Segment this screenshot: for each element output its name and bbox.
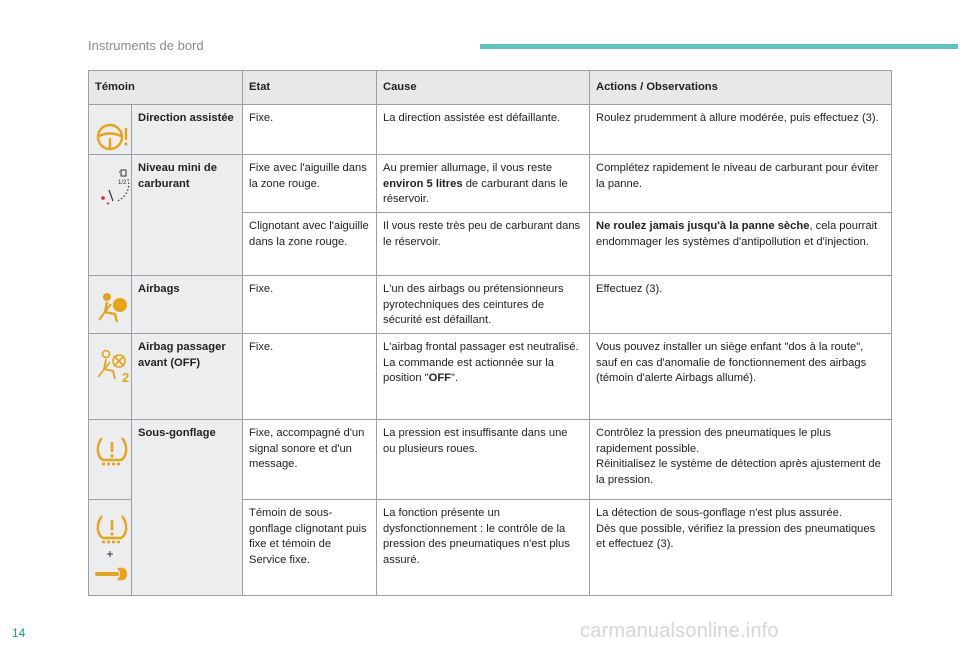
action-cell: Contrôlez la pression des pneumatiques le plus rapidement possible. Réinitialisez le système de détection après ajustement de la pression. <box>590 420 892 500</box>
action-cell: Vous pouvez installer un siège enfant "dos à la route", sauf en cas d'anomalie de fonctionnement des airbags (témoin d'alerte Airbags allumé). <box>590 334 892 420</box>
column-header-actions: Actions / Observations <box>590 71 892 105</box>
warning-name: Niveau mini de carburant <box>132 155 243 276</box>
steering-wheel-warning-icon <box>95 120 129 154</box>
warning-name: Sous-gonflage <box>132 420 243 596</box>
state-cell: Fixe, accompagné d'un signal sonore et d'un message. <box>243 420 377 500</box>
warning-name: Direction assistée <box>132 105 243 155</box>
table-row <box>89 420 892 500</box>
cause-cell: La direction assistée est défaillante. <box>377 105 590 155</box>
tyre-pressure-icon <box>95 512 129 546</box>
icon-cell <box>89 334 132 420</box>
header-accent-bar <box>480 44 958 49</box>
state-cell: Clignotant avec l'aiguille dans la zone rouge. <box>243 213 377 276</box>
table-row <box>89 276 892 334</box>
state-cell: Fixe avec l'aiguille dans la zone rouge. <box>243 155 377 213</box>
tyre-pressure-icon <box>95 434 129 468</box>
icon-cell <box>89 276 132 334</box>
section-title: Instruments de bord <box>88 38 204 53</box>
icon-cell <box>89 105 132 155</box>
icon-cell <box>89 155 132 276</box>
warning-name: Airbag passager avant (OFF) <box>132 334 243 420</box>
action-cell: Effectuez (3). <box>590 276 892 334</box>
svg-text:2: 2 <box>122 370 130 384</box>
cause-cell: L'un des airbags ou prétensionneurs pyrotechniques des ceintures de sécurité est défaillant. <box>377 276 590 334</box>
wrench-icon <box>95 564 129 582</box>
watermark: carmanualsonline.info <box>580 620 779 642</box>
page-number: 14 <box>12 626 26 640</box>
warning-lights-table <box>88 70 892 596</box>
state-cell: Fixe. <box>243 276 377 334</box>
cause-cell: Il vous reste très peu de carburant dans le réservoir. <box>377 213 590 276</box>
icon-cell <box>89 420 132 500</box>
action-cell: Roulez prudemment à allure modérée, puis effectuez (3). <box>590 105 892 155</box>
state-cell: Fixe. <box>243 105 377 155</box>
state-cell: Fixe. <box>243 334 377 420</box>
action-cell: Complétez rapidement le niveau de carburant pour éviter la panne. <box>590 155 892 213</box>
column-header-temoin: Témoin <box>89 71 243 105</box>
state-cell: Témoin de sous-gonflage clignotant puis fixe et témoin de Service fixe. <box>243 500 377 596</box>
gauge-label: 1/2 <box>118 180 127 186</box>
plus-sign: + <box>106 547 114 561</box>
icon-cell <box>89 500 132 596</box>
action-cell: Ne roulez jamais jusqu'à la panne sèche, cela pourrait endommager les systèmes d'antipollution et d'injection. <box>590 213 892 276</box>
cause-cell: La pression est insuffisante dans une ou plusieurs roues. <box>377 420 590 500</box>
column-header-cause: Cause <box>377 71 590 105</box>
fuel-gauge-icon <box>95 167 135 207</box>
column-header-etat: Etat <box>243 71 377 105</box>
warning-name: Airbags <box>132 276 243 334</box>
table-header-row <box>89 71 892 105</box>
airbag-icon <box>95 290 131 324</box>
cause-cell: La fonction présente un dysfonctionnement : le contrôle de la pression des pneumatiques n'est plus assuré. <box>377 500 590 596</box>
cause-cell: Au premier allumage, il vous reste environ 5 litres de carburant dans le réservoir. <box>377 155 590 213</box>
table-row <box>89 105 892 155</box>
table-row <box>89 155 892 213</box>
action-cell: La détection de sous-gonflage n'est plus assurée. Dès que possible, vérifiez la pression des pneumatiques et effectuez (3). <box>590 500 892 596</box>
cause-cell: L'airbag frontal passager est neutralisé. La commande est actionnée sur la position "OFF". <box>377 334 590 420</box>
table-row <box>89 334 892 420</box>
passenger-airbag-off-icon <box>95 348 133 384</box>
